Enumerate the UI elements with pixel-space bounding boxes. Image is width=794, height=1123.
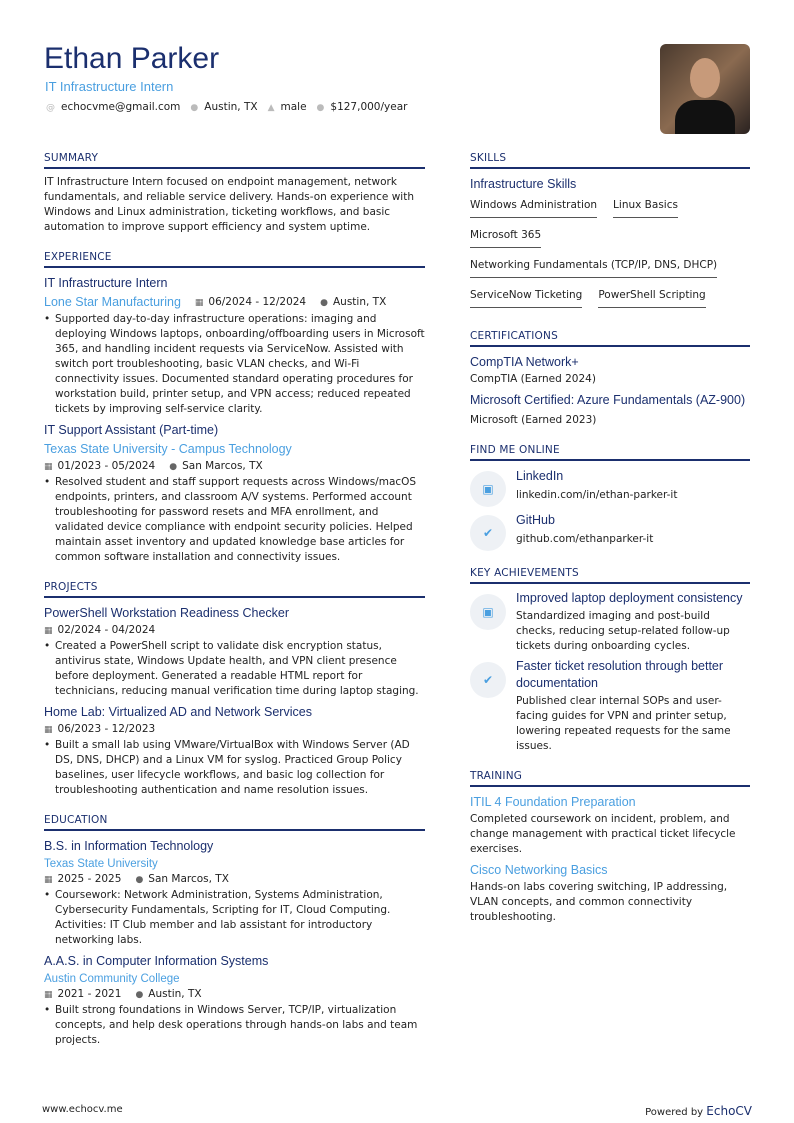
skill-group: Infrastructure Skills — [470, 177, 577, 191]
skills-section — [470, 152, 750, 314]
school: Austin Community College — [44, 973, 180, 985]
section-heading: PROJECTS — [44, 581, 425, 598]
location: Austin, TX — [204, 101, 258, 113]
cert-detail: Microsoft (Earned 2023) — [470, 414, 597, 426]
footer-powered — [645, 1104, 752, 1118]
calendar-icon: ▦ — [44, 990, 53, 1000]
calendar-icon: ▦ — [44, 626, 53, 636]
summary-section — [44, 152, 425, 235]
dates: 2021 - 2021 — [57, 988, 122, 1000]
linkedin-icon: ▣ — [470, 471, 506, 507]
powered-by: Powered by — [645, 1107, 704, 1118]
footer-site[interactable]: www.echocv.me — [42, 1104, 123, 1115]
experience-section — [44, 251, 425, 565]
email[interactable]: echocvme@gmail.com — [61, 101, 181, 113]
link-url[interactable]: github.com/ethanparker-it — [516, 533, 654, 545]
project-name: Home Lab: Virtualized AD and Network Services — [44, 705, 312, 719]
education-description: • Coursework: Network Administration, Systems Administration, Cybersecurity Fundamentals, Scripting for IT, Cloud Computing. Activities: IT Club member and lab assistant for introductory networking labs. — [44, 888, 425, 948]
achievement-text: Standardized imaging and post-build checks, reducing setup-related follow-up tickets during onboarding cycles. — [516, 610, 730, 652]
cert-name: CompTIA Network+ — [470, 355, 579, 369]
education-description: • Built strong foundations in Windows Server, TCP/IP, virtualization concepts, and help desk operations through hands-on labs and team projects. — [44, 1003, 425, 1048]
section-heading: EXPERIENCE — [44, 251, 425, 268]
education-section — [44, 814, 425, 1048]
candidate-name: Ethan Parker — [44, 42, 220, 75]
summary-text: IT Infrastructure Intern focused on endpoint management, network fundamentals, and reliable service delivery. Hands-on experience with Windows and Linux administration, ticketing workflows, and basic automation to improve support efficiency and system uptime. — [44, 176, 414, 233]
calendar-icon: ▦ — [44, 462, 53, 472]
section-heading: SKILLS — [470, 152, 750, 169]
location: Austin, TX — [148, 988, 202, 1000]
location-icon: ● — [135, 875, 144, 885]
cert-name: Microsoft Certified: Azure Fundamentals (AZ-900) — [470, 393, 746, 407]
project-name: PowerShell Workstation Readiness Checker — [44, 606, 290, 620]
gender: male — [280, 101, 307, 113]
degree: A.A.S. in Computer Information Systems — [44, 954, 269, 968]
training-text: Hands-on labs covering switching, IP addressing, VLAN concepts, and common connectivity troubleshooting. — [470, 881, 728, 923]
profile-photo — [660, 44, 750, 134]
github-icon: ✔ — [470, 515, 506, 551]
company: Texas State University - Campus Technology — [44, 442, 292, 456]
location: San Marcos, TX — [182, 460, 263, 472]
money-icon: ● — [316, 103, 325, 113]
section-heading: EDUCATION — [44, 814, 425, 831]
school: Texas State University — [44, 858, 158, 870]
location-icon: ● — [190, 103, 199, 113]
skill-tag: Microsoft 365 — [470, 224, 541, 248]
candidate-title: IT Infrastructure Intern — [45, 79, 174, 94]
company: Lone Star Manufacturing — [44, 295, 181, 309]
dates: 06/2024 - 12/2024 — [208, 295, 307, 308]
calendar-icon: ▦ — [44, 725, 53, 735]
location: Austin, TX — [332, 295, 387, 308]
link-url[interactable]: linkedin.com/in/ethan-parker-it — [516, 489, 678, 501]
job-description: • Supported day-to-day infrastructure operations: imaging and deploying Windows laptops, onboarding/offboarding users in Microsoft 365, and handling incident requests via ServiceNow. Assisted with switch port troubleshooting, basic VLAN checks, and Wi-Fi connectivity issues. Documented standard operating procedures for workstation build, printer setup, and VPN access; reduced repeated tickets by improving self-service clarity. — [44, 312, 425, 417]
dates: 01/2023 - 05/2024 — [57, 460, 156, 472]
section-heading: TRAINING — [470, 770, 750, 787]
person-icon: ▲ — [267, 103, 275, 113]
check-icon: ✔ — [470, 662, 506, 698]
experience-item — [44, 274, 425, 417]
experience-item — [44, 421, 425, 565]
cert-detail: CompTIA (Earned 2024) — [470, 373, 596, 385]
link-name: GitHub — [516, 513, 555, 527]
calendar-icon: ▦ — [194, 297, 204, 308]
certifications-section — [470, 330, 750, 428]
online-item[interactable] — [470, 467, 750, 507]
location-icon: ● — [169, 462, 178, 472]
job-role: IT Support Assistant (Part-time) — [44, 423, 219, 437]
section-heading: FIND ME ONLINE — [470, 444, 750, 461]
section-heading: CERTIFICATIONS — [470, 330, 750, 347]
achievement-text: Published clear internal SOPs and user-facing guides for VPN and printer setup, lowering repeated requests for the same issues. — [516, 695, 731, 752]
skill-tag: ServiceNow Ticketing — [470, 284, 582, 308]
dates: 06/2023 - 12/2023 — [57, 723, 156, 735]
email-icon: @ — [46, 103, 55, 113]
salary: $127,000/year — [330, 101, 408, 113]
skill-tag: PowerShell Scripting — [598, 284, 705, 308]
section-heading: KEY ACHIEVEMENTS — [470, 567, 750, 584]
education-item — [44, 837, 425, 948]
achievement-title: Faster ticket resolution through better documentation — [516, 659, 724, 690]
training-text: Completed coursework on incident, problem, and change management with practical ticket lifecycle exercises. — [470, 813, 736, 855]
link-name: LinkedIn — [516, 469, 564, 483]
contact-info — [46, 101, 407, 113]
location: San Marcos, TX — [148, 873, 229, 885]
online-item[interactable] — [470, 511, 750, 551]
achievement-item — [470, 590, 750, 654]
achievement-title: Improved laptop deployment consistency — [516, 591, 743, 605]
training-section — [470, 770, 750, 925]
projects-section — [44, 581, 425, 798]
project-item — [44, 703, 425, 798]
location-icon: ● — [320, 297, 328, 308]
skill-tag: Linux Basics — [613, 194, 678, 218]
training-name: Cisco Networking Basics — [470, 863, 608, 877]
education-item — [44, 952, 425, 1048]
project-item — [44, 604, 425, 699]
dates: 02/2024 - 04/2024 — [57, 624, 156, 636]
job-description: • Resolved student and staff support requests across Windows/macOS endpoints, printers, and classroom A/V systems. Performed account troubleshooting for password resets and MFA enrollment, and validated device compliance with endpoint security policies. Helped maintain asset inventory and updated knowledge base articles for common software installation and connectivity issues. — [44, 475, 425, 565]
section-heading: SUMMARY — [44, 152, 425, 169]
skill-tag: Networking Fundamentals (TCP/IP, DNS, DHCP) — [470, 254, 717, 278]
skill-tag: Windows Administration — [470, 194, 597, 218]
achievements-section — [470, 567, 750, 754]
project-description: • Created a PowerShell script to validate disk encryption status, antivirus state, Windows Update health, and VPN client presence before deployment. Generated a readable HTML report for technicians, reducing manual verification time during laptop staging. — [44, 639, 425, 699]
project-description: • Built a small lab using VMware/VirtualBox with Windows Server (AD DS, DNS, DHCP) and a Linux VM for syslog. Practiced Group Policy baselines, user lifecycle workflows, and basic log collection for troubleshooting authentication and name resolution issues. — [44, 738, 425, 798]
calendar-icon: ▦ — [44, 875, 53, 885]
location-icon: ● — [135, 990, 144, 1000]
online-section — [470, 444, 750, 551]
achievement-item — [470, 658, 750, 754]
chip-icon: ▣ — [470, 594, 506, 630]
training-name: ITIL 4 Foundation Preparation — [470, 795, 636, 809]
degree: B.S. in Information Technology — [44, 839, 214, 853]
job-role: IT Infrastructure Intern — [44, 276, 168, 290]
dates: 2025 - 2025 — [57, 873, 122, 885]
brand: EchoCV — [706, 1104, 752, 1118]
